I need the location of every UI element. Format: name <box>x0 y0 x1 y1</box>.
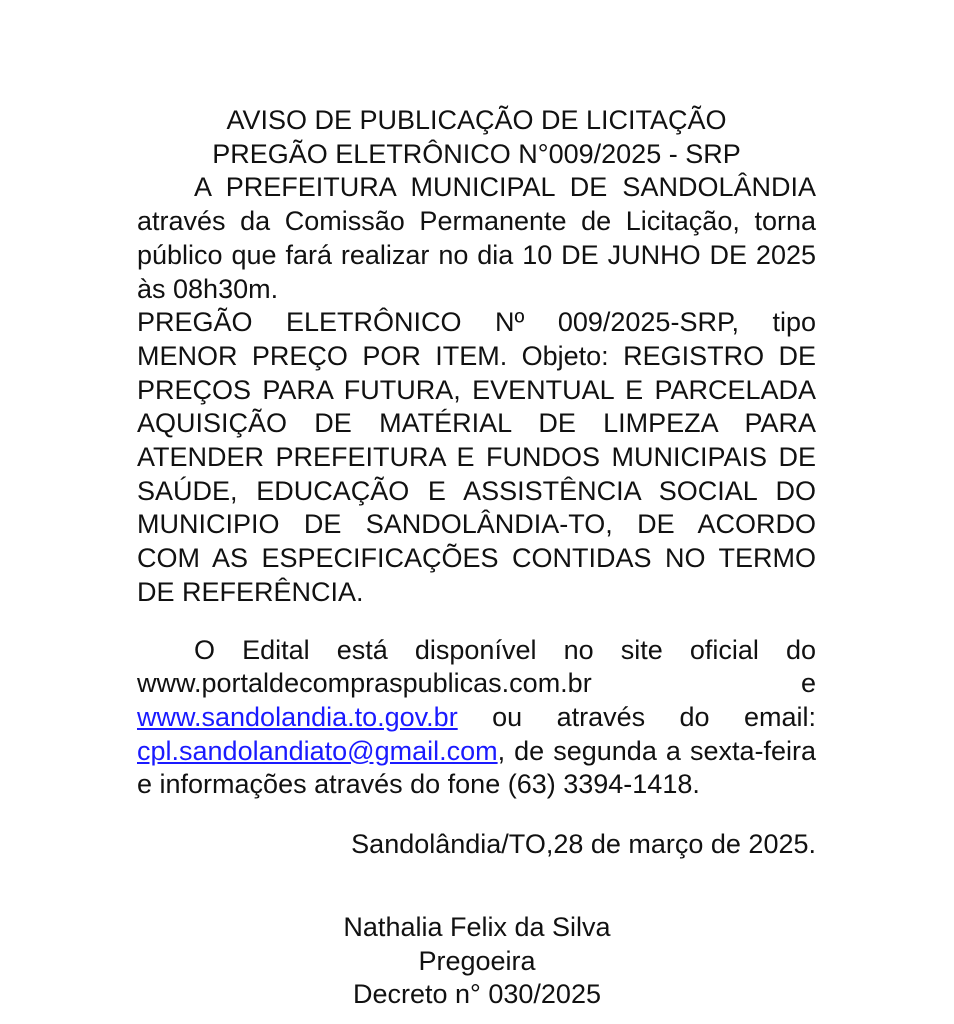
signer-role: Pregoeira <box>418 945 536 976</box>
spacer <box>137 610 816 634</box>
document-body <box>137 104 816 862</box>
object-paragraph: PREGÃO ELETRÔNICO Nº 009/2025-SRP, tipo MENOR PREÇO POR ITEM. Objeto: REGISTRO DE PREÇOS PARA FUTURA, EVENTUAL E PARCELADA AQUISIÇÃO DE MATÉRIAL DE LIMPEZA PARA ATENDER PREFEITURA E FUNDOS MUNICIPAIS DE SAÚDE, EDUCAÇÃO E ASSISTÊNCIA SOCIAL DO MUNICIPIO DE SANDOLÂNDIA-TO, DE ACORDO COM AS ESPECIFICAÇÕES CONTIDAS NO TERMO DE REFERÊNCIA. <box>137 307 816 607</box>
edital-text-end: , de segunda a sexta-feira e informações através do fone (63) 3394-1418. <box>137 735 816 800</box>
notice-subtitle: PREGÃO ELETRÔNICO N°009/2025 - SRP <box>212 138 741 169</box>
date-place: Sandolândia/TO,28 de março de 2025. <box>351 829 816 860</box>
intro-paragraph: A PREFEITURA MUNICIPAL DE SANDOLÂNDIA através da Comissão Permanente de Licitação, torna público que fará realizar no dia 10 DE JUNHO DE 2025 às 08h30m. <box>137 172 816 304</box>
site-link[interactable]: www.sandolandia.to.gov.br <box>137 701 458 732</box>
edital-text-middle: ou através do email: <box>457 701 816 732</box>
signature-block <box>0 911 954 1012</box>
email-link[interactable]: cpl.sandolandiato@gmail.com <box>137 735 498 766</box>
edital-paragraph <box>137 634 816 803</box>
notice-title: AVISO DE PUBLICAÇÃO DE LICITAÇÃO <box>226 105 727 135</box>
edital-text-start: O Edital está disponível no site oficial do www.portaldecompraspublicas.com.br e <box>137 634 816 699</box>
signer-name: Nathalia Felix da Silva <box>343 912 611 942</box>
spacer <box>137 802 816 828</box>
signer-decree: Decreto n° 030/2025 <box>353 979 601 1009</box>
